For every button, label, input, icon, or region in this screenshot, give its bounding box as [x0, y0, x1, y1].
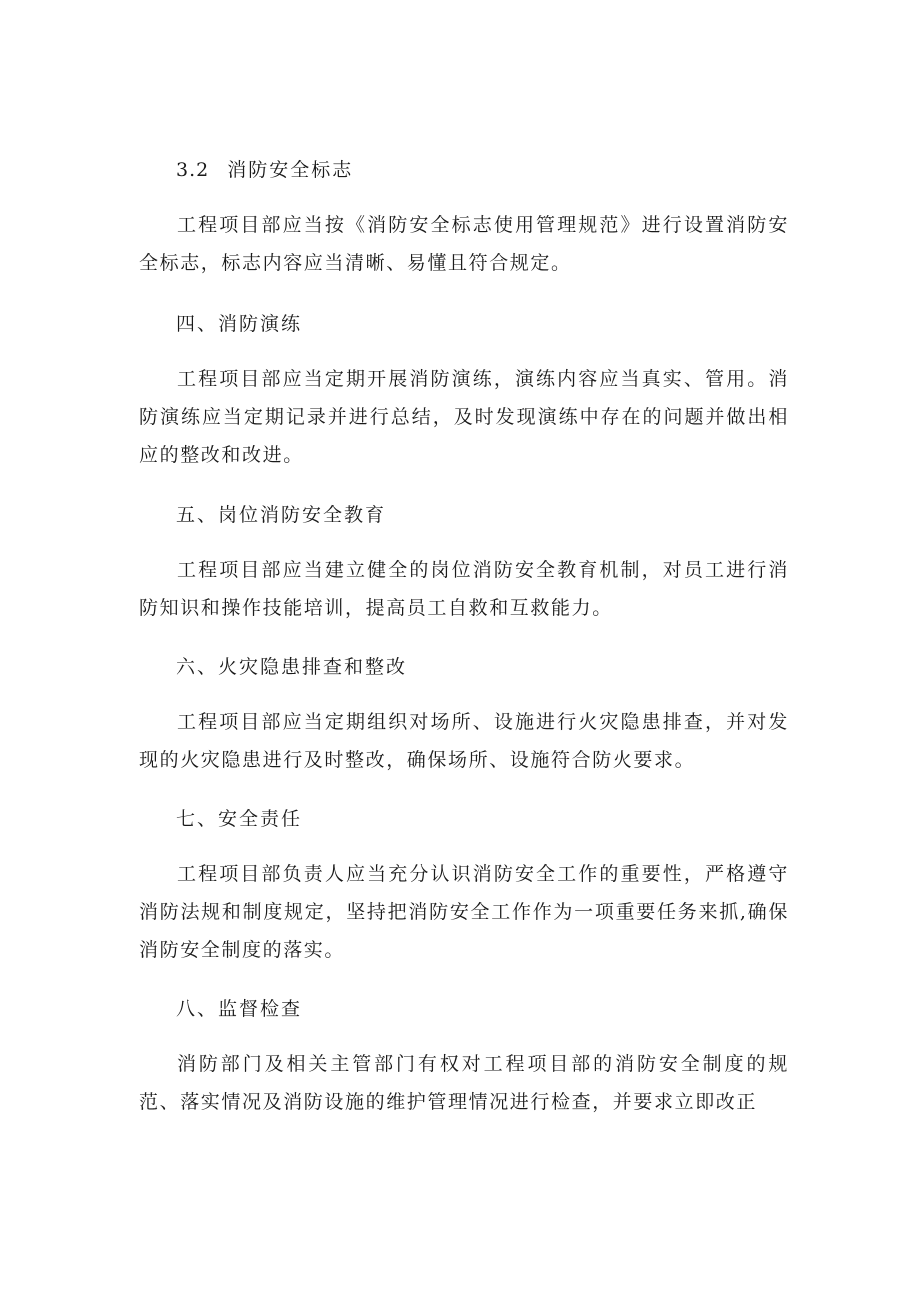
- section-heading-3-2: [176, 161, 353, 180]
- paragraph-safety-signs: 工程项目部应当按《消防安全标志使用管理规范》进行设置消防安全标志，标志内容应当清晰、易懂且符合规定。: [139, 214, 789, 274]
- paragraph-hazard-inspection: 工程项目部应当定期组织对场所、设施进行火灾隐患排查，并对发现的火灾隐患进行及时整改，确保场所、设施符合防火要求。: [139, 711, 789, 771]
- section-heading-5: 五、岗位消防安全教育: [176, 504, 387, 526]
- section-title: 消防安全标志: [227, 159, 354, 181]
- section-heading-8: 八、监督检查: [176, 998, 303, 1020]
- paragraph-safety-responsibility: 工程项目部负责人应当充分认识消防安全工作的重要性，严格遵守消防法规和制度规定，坚持把消防安全工作作为一项重要任务来抓,确保消防安全制度的落实。: [139, 863, 789, 961]
- paragraph-fire-drills: 工程项目部应当定期开展消防演练，演练内容应当真实、管用。消防演练应当定期记录并进行总结，及时发现演练中存在的问题并做出相应的整改和改进。: [139, 368, 789, 466]
- section-heading-6: 六、火灾隐患排查和整改: [176, 656, 408, 678]
- paragraph-supervision: 消防部门及相关主管部门有权对工程项目部的消防安全制度的规范、落实情况及消防设施的维护管理情况进行检查，并要求立即改正: [139, 1053, 789, 1113]
- section-heading-4: 四、消防演练: [176, 313, 303, 335]
- paragraph-safety-education: 工程项目部应当建立健全的岗位消防安全教育机制，对员工进行消防知识和操作技能培训，提高员工自救和互救能力。: [139, 559, 789, 619]
- section-number: 3.2: [176, 159, 210, 181]
- section-heading-7: 七、安全责任: [176, 808, 303, 830]
